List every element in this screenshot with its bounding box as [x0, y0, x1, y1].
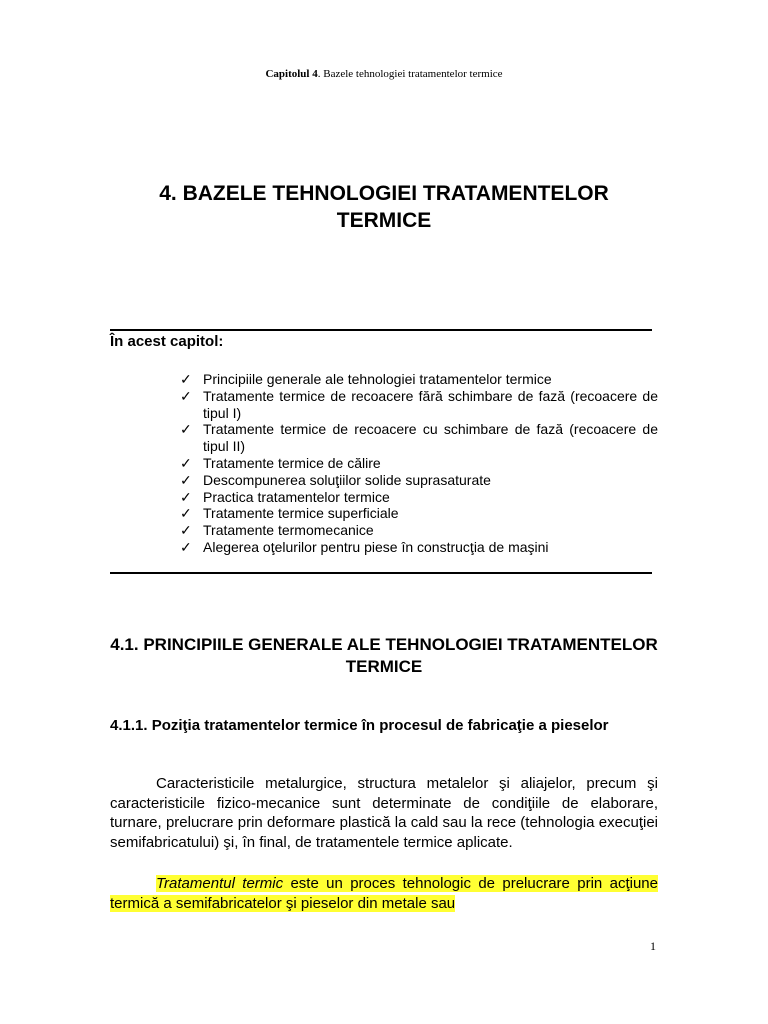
- check-icon: ✓: [180, 421, 192, 438]
- topic-item: [180, 505, 658, 522]
- topic-item: [180, 522, 658, 539]
- chapter-title: 4. BAZELE TEHNOLOGIEI TRATAMENTELOR TERMICE: [159, 182, 609, 232]
- topic-item: [180, 371, 658, 388]
- topic-text: Tratamente termice superficiale: [203, 505, 399, 522]
- definition-text: este un proces tehnologic de prelucrare prin acţiune termică a semifabricatelor şi pieselor din metale sau: [110, 875, 658, 912]
- topic-text: Descompunerea soluţiilor solide suprasaturate: [203, 471, 491, 488]
- definition-term: Tratamentul termic: [156, 875, 284, 892]
- topic-item: [180, 472, 658, 489]
- chapter-topics-list: [180, 371, 658, 556]
- topic-text: Tratamente termice de recoacere fără schimbare de fază (recoacere de tipul I): [203, 387, 658, 421]
- running-header-title: . Bazele tehnologiei tratamentelor termice: [317, 68, 503, 80]
- topic-item: [180, 489, 658, 506]
- page-number: 1: [650, 939, 656, 953]
- subsection-title: 4.1.1. Poziţia tratamentelor termice în procesul de fabricaţie a pieselor: [110, 717, 609, 734]
- topic-item: [180, 539, 658, 556]
- check-icon: ✓: [180, 454, 192, 471]
- top-divider: [110, 329, 652, 331]
- running-header: [0, 68, 768, 80]
- check-icon: ✓: [180, 538, 192, 555]
- check-icon: ✓: [180, 471, 192, 488]
- check-icon: ✓: [180, 371, 192, 387]
- running-header-chapter: Capitolul 4: [265, 68, 318, 80]
- check-icon: ✓: [180, 488, 192, 505]
- in-chapter-label: În acest capitol:: [110, 333, 224, 350]
- highlighted-term: [110, 875, 658, 912]
- check-icon: ✓: [180, 387, 192, 404]
- topic-item: [180, 421, 658, 455]
- topic-text: Tratamente termice de recoacere cu schimbare de fază (recoacere de tipul II): [203, 421, 658, 455]
- check-icon: ✓: [180, 522, 192, 539]
- highlighted-paragraph: [110, 874, 658, 913]
- body-paragraph-text: Caracteristicile metalurgice, structura metalelor şi aliajelor, precum şi caracteristicile fizico-mecanice sunt determinate de condiţiile de elaborare, turnare, prelucrare prin deformare plastică la cald sau la rece (tehnologia execuţiei semifabricatului) şi, în final, de tratamentele termice aplicate.: [110, 775, 658, 851]
- topic-item: [180, 455, 658, 472]
- check-icon: ✓: [180, 505, 192, 522]
- topic-text: Alegerea oţelurilor pentru piese în construcţia de maşini: [203, 538, 549, 555]
- section-title: 4.1. PRINCIPIILE GENERALE ALE TEHNOLOGIEI TRATAMENTELOR TERMICE: [110, 635, 658, 676]
- bottom-divider: [110, 572, 652, 574]
- topic-text: Tratamente termomecanice: [203, 522, 374, 539]
- topic-text: Principiile generale ale tehnologiei tratamentelor termice: [203, 371, 552, 387]
- topic-text: Practica tratamentelor termice: [203, 488, 390, 505]
- topic-item: [180, 388, 658, 422]
- topic-text: Tratamente termice de călire: [203, 454, 381, 471]
- body-paragraph: [110, 774, 658, 852]
